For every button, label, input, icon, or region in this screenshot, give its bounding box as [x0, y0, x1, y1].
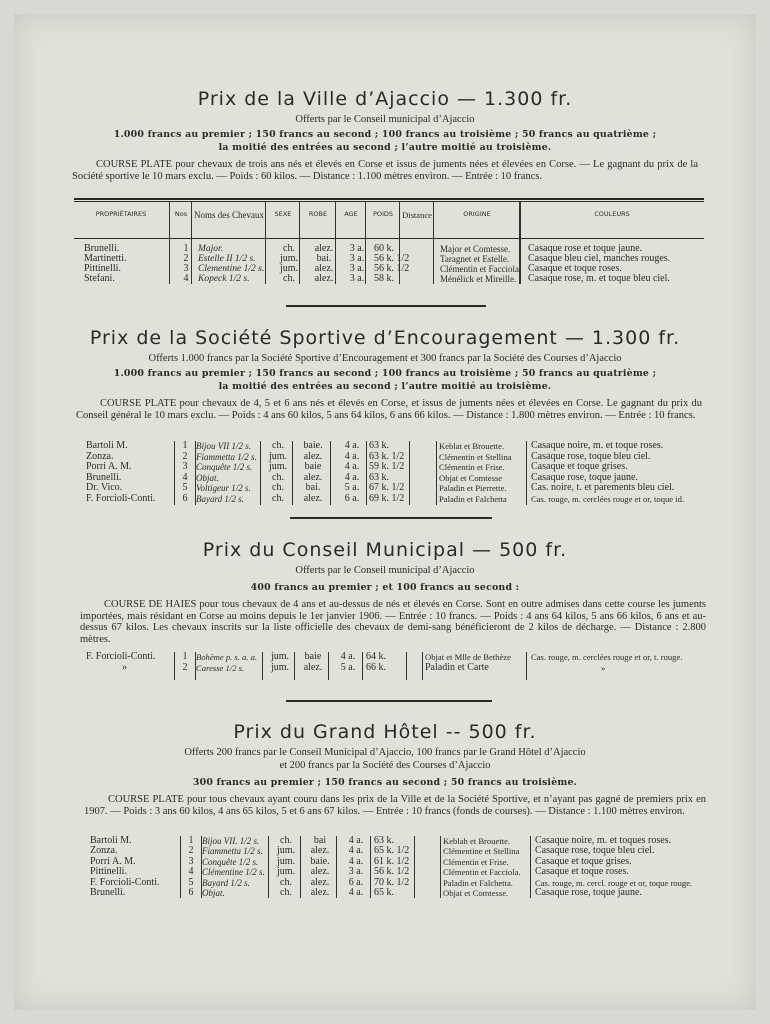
table-cell: Conquête 1/2 s. — [202, 856, 259, 867]
table-cell: 4 a. — [344, 461, 360, 473]
table-cell: Clémentin et Frise. — [443, 856, 509, 867]
table-cell: 4 a. — [344, 471, 360, 483]
table-cell: 70 k. 1/2 — [374, 876, 410, 888]
prize-line: la moitié des entrées au second ; l’autre moitié au troisième. — [218, 142, 552, 153]
table-cell: 2 — [188, 845, 194, 857]
table-cell: » — [122, 661, 127, 673]
table-cell: jum. — [276, 845, 296, 857]
table-cell: jum. — [276, 866, 296, 878]
table-cell: 4 a. — [348, 887, 364, 899]
table-cell: Casaque et toque roses. — [528, 263, 622, 274]
race-title: Prix de la Société Sportive d’Encouragement — 1.300 fr. — [89, 327, 681, 349]
table-cell: 56 k. 1/2 — [374, 866, 410, 878]
table-cell: 5 — [182, 482, 188, 494]
table-cell: baie — [304, 651, 322, 662]
table-cell: 5 a. — [344, 482, 360, 494]
table-cell: 3 — [188, 855, 194, 867]
race-conditions: COURSE PLATE pour chevaux de trois ans nés et élevés en Corse et issus de juments nées et élevées en Corse. — Le gagnant du prix de la Société sportive le 10 mars exclu. — Poids : 60 kilos. — Distance : 1.100 mètres environ. — Entrée : 10 francs. — [72, 159, 698, 182]
table-cell: alez. — [314, 273, 334, 284]
table-cell: alez. — [314, 243, 334, 254]
table-cell: Cas. rouge, m. cerclées rouge et or, toque id. — [531, 493, 685, 504]
table-cell: Clémentin et Frise. — [439, 462, 505, 473]
table-cell: F. Forcioli-Conti. — [86, 651, 156, 662]
table-cell: Martinetti. — [84, 253, 127, 264]
table-cell: Clémentin et Stellina — [439, 451, 512, 462]
table-cell: 2 — [183, 253, 189, 264]
table-cell: jum. — [270, 651, 290, 662]
table-cell: 4 a. — [348, 855, 364, 867]
table-cell: Casaque et toque grises. — [535, 855, 632, 867]
table-cell: F. Forcioli-Conti. — [90, 876, 160, 888]
table-cell: Casaque rose, toque jaune. — [535, 887, 642, 899]
table-cell: Stefani. — [84, 273, 115, 284]
table-cell: jum. — [276, 855, 296, 867]
table-cell: 6 — [182, 492, 188, 504]
table-cell: Brunelli. — [84, 243, 120, 254]
table-cell: Brunelli. — [86, 471, 122, 483]
table-cell: Major. — [198, 244, 224, 254]
table-cell: Clémentin et Facciola. — [443, 867, 521, 878]
table-cell: 5 — [188, 876, 194, 888]
table-cell: 3 — [183, 263, 189, 274]
race-title: Prix du Grand Hôtel -- 500 fr. — [233, 721, 537, 743]
table-cell: Paladin et Falchetta — [439, 493, 507, 504]
table-cell: 3 a. — [348, 866, 364, 878]
table-cell: Casaque rose, toque bleu ciel. — [531, 450, 651, 462]
column-header: ORIGINE — [463, 210, 491, 218]
table-cell: Casaque rose, toque bleu ciel. — [535, 845, 655, 857]
table-cell: ch. — [283, 243, 295, 254]
table-cell: 2 — [182, 450, 188, 462]
column-header: PROPRIÉTAIRES — [95, 210, 147, 218]
table-cell: 4 — [188, 866, 194, 878]
column-header: Distance — [402, 210, 432, 220]
table-cell: Paladin et Pierrette. — [439, 483, 507, 494]
table-cell: Objat. — [196, 472, 219, 483]
table-cell: 63 k. — [369, 471, 389, 483]
table-cell: alez. — [303, 450, 323, 462]
table-cell: jum. — [268, 461, 288, 473]
race-conditions: COURSE PLATE pour chevaux de 4, 5 et 6 ans nés et élevés en Corse, et issus de juments nées et élevées en Corse. Le gagnant du prix du Conseil général le 10 mars exclu. — Poids : 4 ans 60 kilos, 5 ans 64 kilos, 6 ans 66 kilos. — Distance : 1.800 mètres environ. — Entrée : 10 francs. — [76, 398, 702, 421]
table-cell: alez. — [303, 471, 323, 483]
table-cell: bai. — [316, 253, 332, 264]
table-cell: 1 — [182, 651, 188, 662]
table-cell: Zonza. — [86, 450, 114, 462]
table-cell: bai. — [305, 482, 321, 494]
table-cell: Fiammetta 1/2 s. — [202, 846, 263, 857]
race-section-grand-hotel — [14, 721, 756, 817]
section-divider — [290, 517, 492, 519]
table-cell: ch. — [272, 440, 284, 451]
table-cell: Porri A. M. — [86, 461, 132, 473]
table-cell: Casaque rose, toque jaune. — [531, 471, 638, 483]
table-cell: Cas. rouge, m. cercl. rouge et or, toque rouge. — [535, 877, 693, 888]
table-cell: Casaque et toque grises. — [531, 461, 628, 473]
table-cell: ch. — [272, 482, 284, 494]
table-cell: ch. — [283, 273, 295, 284]
column-header: Nos — [174, 210, 188, 218]
race-title: Prix du Conseil Municipal — 500 fr. — [202, 539, 568, 561]
table-cell: alez. — [310, 845, 330, 857]
table-cell: alez. — [303, 492, 323, 504]
table-cell: Cas. rouge, m. cerclées rouge et or, t. rouge. — [531, 652, 683, 662]
table-cell: Casaque noire, m. et toque roses. — [531, 440, 664, 451]
table-cell: Paladin et Carte — [425, 661, 489, 673]
table-cell: Estelle II 1/2 s. — [198, 254, 256, 264]
table-cell: 3 a. — [349, 243, 365, 254]
table-cell: 58 k. — [374, 273, 394, 284]
table-cell: 4 a. — [344, 440, 360, 451]
table-cell: Clementine 1/2 s. — [198, 264, 265, 274]
table-cell: 3 a. — [349, 273, 365, 284]
column-header: POIDS — [372, 210, 394, 218]
table-cell: 63 k. — [374, 835, 394, 846]
table-cell: Casaque rose et toque jaune. — [528, 243, 643, 254]
column-header: Noms des Chevaux — [194, 210, 264, 220]
table-cell: Objat. — [202, 888, 225, 899]
race-sponsor: Offerts 200 francs par le Conseil Municipal d’Ajaccio, 100 francs par le Grand Hôtel d’Ajaccio — [184, 747, 586, 758]
table-cell: jum. — [279, 263, 299, 274]
table-cell: Conquête 1/2 s. — [196, 462, 253, 473]
table-cell: ch. — [280, 835, 292, 846]
table-cell: bai — [313, 835, 327, 846]
table-cell: baie. — [303, 440, 323, 451]
table-cell: 4 — [182, 471, 188, 483]
table-cell: Cas. noire, t. et parements bleu ciel. — [531, 482, 675, 494]
table-cell: 65 k. — [374, 887, 394, 899]
race-sponsor: et 200 francs par la Société des Courses d’Ajaccio — [279, 760, 491, 771]
table-cell: Casaque noire, m. et toques roses. — [535, 835, 672, 846]
race-sponsor: Offerts 1.000 francs par la Société Sportive d’Encouragement et 300 francs par la Société des Courses d’Ajaccio — [148, 353, 622, 364]
table-cell: ch. — [272, 471, 284, 483]
table-cell: 56 k. 1/2 — [374, 263, 410, 274]
table-cell: Objat et Mlle de Bethèze — [425, 652, 511, 662]
race-sponsor: Offerts par le Conseil municipal d’Ajaccio — [295, 114, 475, 125]
table-cell: Bijou VII. 1/2 s. — [202, 836, 260, 846]
table-cell: alez. — [303, 661, 323, 673]
table-cell: 65 k. 1/2 — [374, 845, 410, 857]
table-cell: ch. — [280, 876, 292, 888]
table-cell: 6 — [188, 887, 194, 899]
table-cell: baie — [304, 461, 322, 473]
column-header: COULEURS — [594, 210, 630, 218]
table-cell: alez. — [310, 887, 330, 899]
table-cell: alez. — [310, 866, 330, 878]
table-cell: 64 k. — [366, 651, 386, 662]
table-cell: Bayard 1/2 s. — [202, 877, 250, 888]
column-header: ROBE — [308, 210, 328, 218]
prize-line: 1.000 francs au premier ; 150 francs au second ; 100 francs au troisième ; 50 francs au quatrième ; — [113, 368, 657, 379]
table-cell: Voltigeur 1/2 s. — [196, 483, 251, 494]
table-cell: 5 a. — [340, 661, 356, 673]
program-page — [14, 14, 756, 1010]
table-cell: 63 k. 1/2 — [369, 450, 405, 462]
table-cell: 59 k. 1/2 — [369, 461, 405, 473]
table-cell: alez. — [314, 263, 334, 274]
table-cell: Bayard 1/2 s. — [196, 493, 244, 504]
table-cell: 6 a. — [348, 876, 364, 888]
table-cell: 3 a. — [349, 263, 365, 274]
table-cell: ch. — [272, 492, 284, 504]
table-cell: Objat et Comtesse — [439, 472, 503, 483]
table-cell: Porri A. M. — [90, 855, 136, 867]
table-cell: 4 a. — [340, 651, 356, 662]
table-cell: baie. — [310, 855, 330, 867]
prize-line: 400 francs au premier ; et 100 francs au second : — [250, 582, 520, 593]
race-conditions: COURSE DE HAIES pour tous chevaux de 4 ans et au-dessus de nés et élevés en Corse. Sont en outre admises dans cette course les juments importées, mais résidant en Corse au moins depuis le 1er janvier 1906. — Entrée : 10 francs. — Poids : 4 ans 64 kilos, 5 ans 66 kilos, 6 ans et au-dessus 67 kilos. Les chevaux inscrits sur la liste officielle des chevaux de demi-sang bénéficieront de 2 kilos de décharge. — Distance : 2.800 mètres. — [80, 599, 706, 645]
table-cell: jum. — [279, 253, 299, 264]
table-cell: Ménélick et Mireille. — [440, 274, 517, 284]
table-cell: 60 k. — [374, 243, 394, 254]
table-cell: F. Forcioli-Conti. — [86, 492, 156, 504]
table-cell: ch. — [280, 887, 292, 899]
race-section-societe-sportive — [14, 327, 756, 421]
table-cell: 4 a. — [348, 835, 364, 846]
column-header: AGE — [344, 210, 358, 218]
table-row: Bartoli M. — [86, 440, 128, 451]
table-cell: Bartoli M. — [90, 835, 132, 846]
table-cell: Zonza. — [90, 845, 118, 857]
table-cell: 4 a. — [348, 845, 364, 857]
table-cell: jum. — [270, 661, 290, 673]
table-cell: 1 — [183, 243, 189, 254]
table-cell: alez. — [310, 876, 330, 888]
table-cell: Dr. Vico. — [86, 482, 123, 494]
table-row — [84, 244, 174, 284]
section-divider — [286, 700, 492, 702]
table-cell: 1 — [182, 440, 188, 451]
table-cell: Paladin et Falchetta. — [443, 877, 513, 888]
section-divider — [286, 305, 486, 307]
table-cell: Fiammetta 1/2 s. — [196, 451, 257, 462]
race-conditions: COURSE PLATE pour tous chevaux ayant couru dans les prix de la Ville et de la Société Sportive, et n’ayant pas gagné de premiers prix en 1907. — Poids : 3 ans 60 kilos, 4 ans 65 kilos, 5 et 6 ans 67 kilos. — Entrée : 10 francs (fonds de courses). — Distance : 1.100 mètres environ. — [84, 794, 706, 817]
table-cell: 1 — [188, 835, 194, 846]
table-cell: 3 a. — [349, 253, 365, 264]
table-cell: Pittinelli. — [84, 263, 121, 274]
column-header: SEXE — [274, 210, 292, 218]
race-section-ville-ajaccio — [14, 88, 756, 182]
table-cell: 63 k. — [369, 440, 389, 451]
table-cell: 66 k. — [366, 661, 386, 673]
table-cell: 4 — [183, 273, 189, 284]
table-cell: Clémentine 1/2 s. — [202, 867, 265, 878]
table-cell: 67 k. 1/2 — [369, 482, 405, 494]
table-cell: 69 k. 1/2 — [369, 492, 405, 504]
table-cell: Pittinelli. — [90, 866, 127, 878]
race-sponsor: Offerts par le Conseil municipal d’Ajaccio — [295, 565, 475, 576]
race-section-conseil-municipal — [14, 539, 756, 645]
table-cell: 61 k. 1/2 — [374, 855, 410, 867]
table-cell: 6 a. — [344, 492, 360, 504]
table-cell: Casaque bleu ciel, manches rouges. — [528, 253, 671, 264]
table-cell: Casaque et toque roses. — [535, 866, 629, 878]
prize-line: la moitié des entrées au second ; l’autre moitié au troisième. — [218, 381, 552, 392]
table-cell: 56 k. 1/2 — [374, 253, 410, 264]
table-cell: Objat et Comtesse. — [443, 888, 509, 899]
table-cell: jum. — [268, 450, 288, 462]
table-cell: Clémentine et Stellina — [443, 846, 520, 857]
table-cell: Keblah et Brouette. — [443, 836, 511, 846]
table-cell: 2 — [182, 661, 188, 673]
race-title: Prix de la Ville d’Ajaccio — 1.300 fr. — [197, 88, 573, 110]
table-cell: Clémentin et Facciola. — [440, 264, 522, 274]
prize-line: 1.000 francs au premier ; 150 francs au second ; 100 francs au troisième ; 50 francs au quatrième ; — [113, 129, 657, 140]
table-cell: Bohème p. s. a. a. — [196, 652, 258, 662]
table-cell: Kopeck 1/2 s. — [198, 274, 250, 284]
table-cell: Keblat et Brouette. — [439, 441, 505, 451]
table-cell: 4 a. — [344, 450, 360, 462]
table-cell: Brunelli. — [90, 887, 126, 899]
table-cell: Major et Comtesse. — [440, 244, 511, 254]
table-cell: Casaque rose, m. et toque bleu ciel. — [528, 273, 670, 284]
prize-line: 300 francs au premier ; 150 francs au second ; 50 francs au troisième. — [192, 777, 578, 788]
table-cell: » — [601, 662, 606, 673]
table-cell: 3 — [182, 461, 188, 473]
table-cell: Taragnet et Estelle. — [440, 254, 510, 264]
table-cell: Bijou VII 1/2 s. — [196, 441, 251, 451]
table-cell: Caresse 1/2 s. — [196, 662, 245, 673]
